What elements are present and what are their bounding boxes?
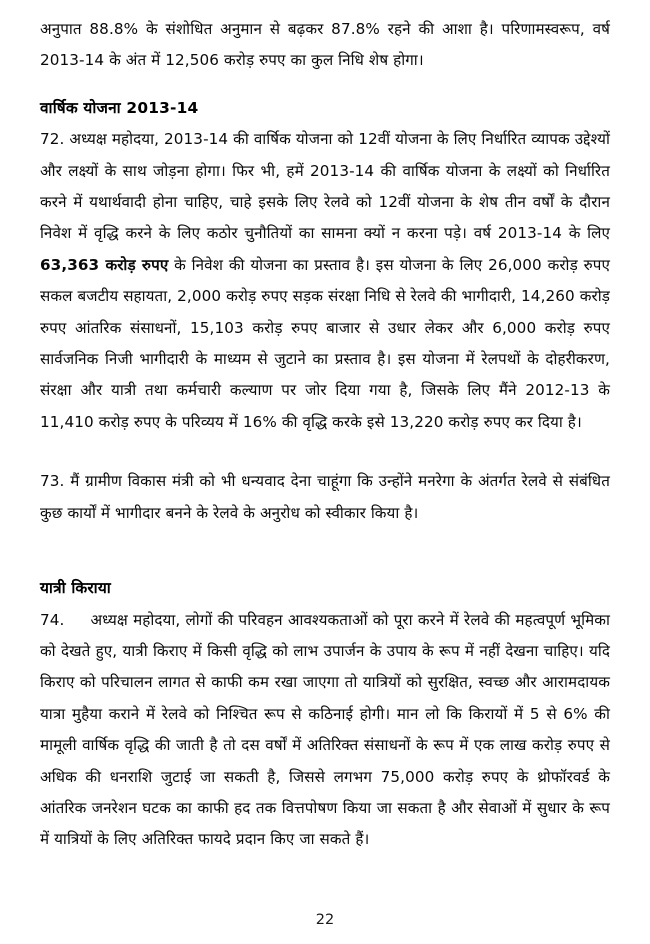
page-number: 22 [315, 912, 335, 928]
paragraph-73: 73. मैं ग्रामीण विकास मंत्री को भी धन्यवाद देना चाहूंगा कि उन्होंने मनरेगा के अंतर्गत रेलवे से संबंधित कुछ कार्यों में भागीदार बनने के रेलवे के अनुरोध को स्वीकार किया है। [40, 472, 610, 522]
spacer [40, 529, 610, 573]
paragraph-71-continuation: अनुपात 88.8% के संशोधित अनुमान से बढ़कर 87.8% रहने की आशा है। परिणामस्वरूप, वर्ष 2013-14 के अंत में 12,506 करोड़ रुपए का कुल निधि शेष होगा। [40, 20, 610, 70]
paragraph-74-number: 74. [40, 610, 65, 629]
paragraph-74-text: अध्यक्ष महोदया, लोगों की परिवहन आवश्यकताओं को पूरा करने में रेलवे की महत्वपूर्ण भूमिका को देखते हुए, यात्री किराए में किसी वृद्धि को लाभ उपार्जन के उपाय के रूप में नहीं देखना चाहिए। यदि किराए को परिचालन लागत से काफी कम रखा जाएगा तो यात्रियों को सुरक्षित, स्वच्छ और आरामदायक यात्रा मुहैया कराने में रेलवे को निश्चित रूप से कठिनाई होगी। मान लो कि किरायों में 5 से 6% की मामूली वार्षिक वृद्धि की जाती है तो दस वर्षों में अतिरिक्त संसाधनों के रूप में एक लाख करोड़ रुपए से अधिक की धनराशि जुटाई जा सकती है, जिससे लगभग 75,000 करोड़ रुपए के थ्रोफॉरवर्ड के आंतरिक जनरेशन घटक का काफी हद तक वित्तपोषण किया जा सकता है और सेवाओं में सुधार के रूप में यात्रियों के लिए अतिरिक्त फायदे प्रदान किए जा सकते हैं। [40, 610, 610, 849]
spacer [40, 438, 610, 466]
paragraph-72-text-before-amount: 72. अध्यक्ष महोदया, 2013-14 की वार्षिक योजना को 12वीं योजना के लिए निर्धारित व्यापक उद्देश्यों और लक्ष्यों के साथ जोड़ना होगा। फिर भी, हमें 2013-14 की वार्षिक योजना के लक्ष्यों को निर्धारित करने में यथार्थवादी होना चाहिए, चाहे इसके लिए रेलवे को 12वीं योजना के शेष तीन वर्षों के दौरान निवेश में वृद्धि करने के लिए कठोर चुनौतियों का सामना क्यों न करना पड़े। वर्ष 2013-14 के लिए [40, 130, 610, 243]
paragraph-74 [40, 605, 610, 856]
paragraph-72 [40, 124, 610, 438]
page-content [40, 14, 610, 856]
paragraph-72-text-after-amount: के निवेश की योजना का प्रस्ताव है। इस योजना के लिए 26,000 करोड़ रुपए सकल बजटीय सहायता, 2,000 करोड़ रुपए सड़क संरक्षा निधि से रेलवे की भागीदारी, 14,260 करोड़ रुपए आंतरिक संसाधनों, 15,103 करोड़ रुपए बाजार से उधार लेकर और 6,000 करोड़ रुपए सार्वजनिक निजी भागीदारी के माध्यम से जुटाने का प्रस्ताव है। इस योजना में रेलपथों के दोहरीकरण, संरक्षा और यात्री तथा कर्मचारी कल्याण पर जोर दिया गया है, जिसके लिए मैंने 2012-13 के 11,410 करोड़ रुपए के परिव्यय में 16% की वृद्धि करके इसे 13,220 करोड़ रुपए कर दिया है। [40, 255, 611, 431]
heading-passenger-fare: यात्री किराया [40, 579, 111, 598]
spacer [40, 77, 610, 93]
plan-investment-amount: 63,363 करोड़ रुपए [40, 255, 169, 274]
heading-annual-plan: वार्षिक योजना 2013-14 [40, 98, 199, 117]
